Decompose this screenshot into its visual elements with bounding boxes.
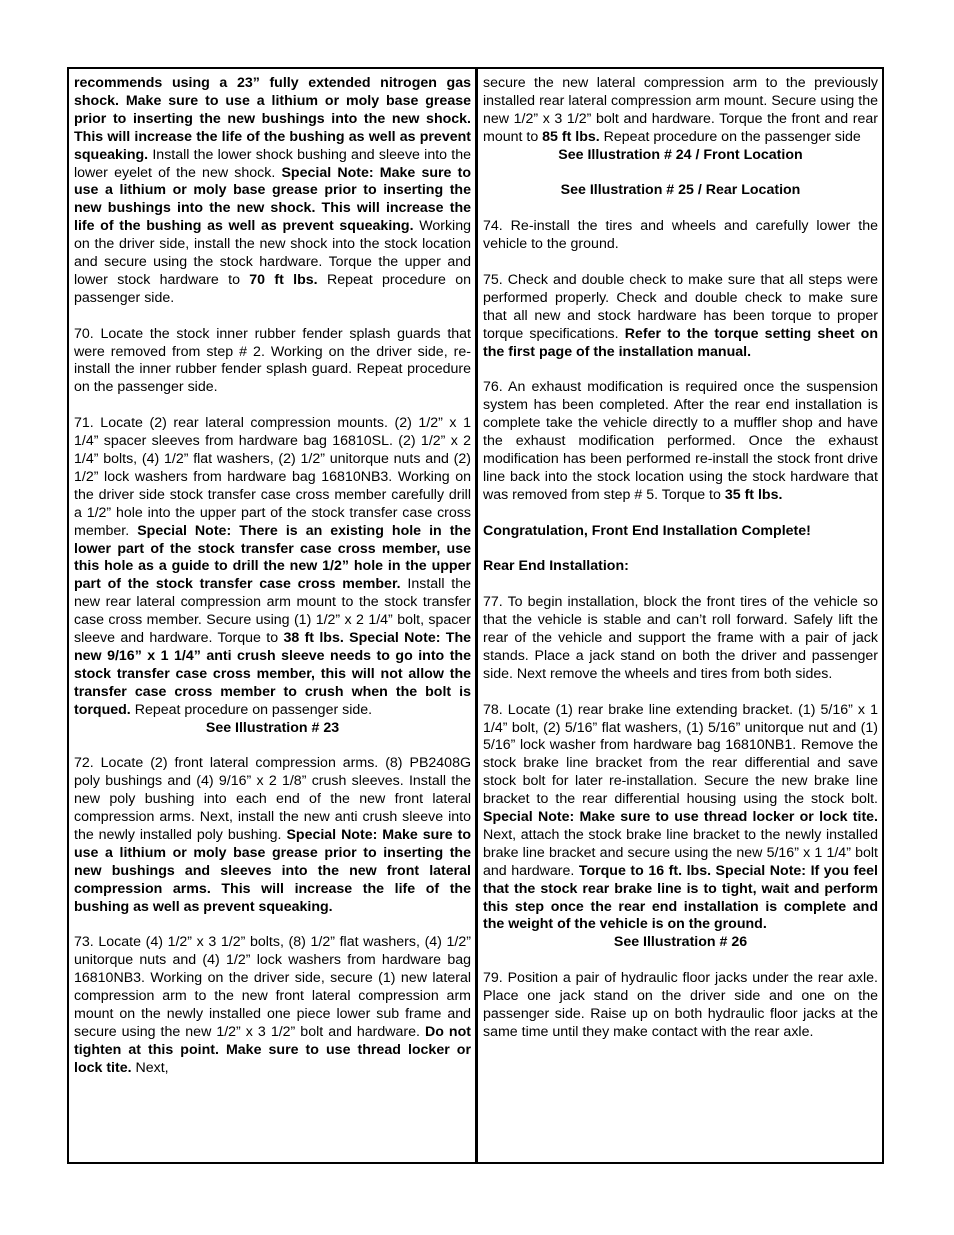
illustration-25-ref: See Illustration # 25 / Rear Location <box>560 182 801 199</box>
step-76 <box>483 379 878 504</box>
step-78 <box>483 702 878 935</box>
bold-text-run: Special Note: Make sure to use thread locker or lock tite. <box>483 809 878 826</box>
step-79 <box>483 970 878 1042</box>
text-run: Install the lower shock bushing and sleeve into the lower eyelet of the new shock. <box>74 146 471 181</box>
step-69-continued <box>74 75 471 308</box>
front-end-complete: Congratulation, Front End Installation Complete! <box>483 522 811 539</box>
bold-text-run: Special Note: Make sure to use a lithium or moly base grease prior to inserting the new bushings and sleeves into the new front lateral compression arms. This will increase the life of the bushing as well as prevent squeaking. <box>74 827 471 915</box>
text-run: 79. Position a pair of hydraulic floor jacks under the rear axle. Place one jack stand on the driver side and one on the passenger side. Raise up on both hydraulic floor jacks at the same time until they make contact with the rear axle. <box>483 970 878 1040</box>
text-run: 75. Check and double check to make sure that all steps were performed properly. Check and double check to make sure that all new and stock hardware has been torque to proper torque specifications. <box>483 271 878 342</box>
step-75 <box>483 272 878 362</box>
text-run: 74. Re-install the tires and wheels and carefully lower the vehicle to the ground. <box>483 218 878 253</box>
step-72 <box>74 755 471 916</box>
bold-text-run: Special Note: Make sure to use a lithium or moly base grease prior to inserting the new bushings into the new shock. This will increase the life of the bushing as well as prevent squeaking. <box>74 164 471 235</box>
step-71 <box>74 415 471 719</box>
illustration-26-ref: See Illustration # 26 <box>613 934 748 951</box>
step-77 <box>483 594 878 684</box>
text-run: Repeat procedure on passenger side. <box>74 271 472 306</box>
text-run: 73. Locate (4) 1/2” x 3 1/2” bolts, (8) 1/2” flat washers, (4) 1/2” unitorque nuts and (4) 1/2” lock washers from hardware bag 16810NB3. Working on the driver side, secure (1) new lateral compression arm to the new front lateral compression arm mount on the newly installed one piece lower sub frame and secure using the new 1/2” x 3 1/2” bolt and hardware. <box>74 934 471 1040</box>
step-74 <box>483 218 878 254</box>
text-run: 72. Locate (2) front lateral compression arms. (8) PB2408G poly bushings and (4) 9/16” x 2 1/8” crush sleeves. Install the new poly bushing into each end of the new front lateral compression arms. Next, install the new anti crush sleeve into the newly installed poly bushing. <box>74 755 471 844</box>
text-run: Repeat procedure on the passenger side <box>599 128 861 145</box>
text-run: Next, attach the stock brake line bracket to the newly installed brake line bracket and secure using the new 5/16” x 1 1/4” bolt and hardware. <box>483 826 878 879</box>
bold-text-run: recommends using a 23” fully extended nitrogen gas shock. Make sure to use a lithium or moly base grease prior to inserting the new bushings into the new shock. This will increase the life of the bushing as well as prevent squeaking. <box>74 75 471 163</box>
bold-text-run: Torque to 16 ft. lbs. Special Note: If you feel that the stock rear brake line is to tight, wait and perform this step once the rear end installation is complete and the weight of the vehicle is on the ground. <box>483 862 878 933</box>
text-run: 76. An exhaust modification is required once the suspension system has been completed. After the rear end installation is complete take the vehicle directly to a muffler shop and have the exhaust modification performed. Once the exhaust modification has been performed re-install the stock front drive line back into the stock location using the stock hardware that was removed from step # 5. Torque to <box>483 379 878 503</box>
text-run: 78. Locate (1) rear brake line extending bracket. (1) 5/16” x 1 1/4” bolt, (2) 5/16” flat washers, (1) 5/16” unitorque nut and (1) 5/16” lock washer from hardware bag 16810NB1. Remove the stock brake line bracket from the rear differential and save stock bolt for later re-installation. Secure the new brake line bracket to the rear differential housing using the stock bolt. <box>483 701 878 808</box>
right-column <box>478 69 882 1162</box>
text-run: Install the new rear lateral compression arm mount to the stock transfer case cross member. Secure using (1) 1/2” x 2 1/4” bolt, spacer sleeve and hardware. Torque to <box>74 576 471 647</box>
step-70 <box>74 326 471 398</box>
bold-text-run: Do not tighten at this point. Make sure to use thread locker or lock tite. <box>74 1023 471 1076</box>
bold-text-run: 38 ft lbs. Special Note: The new 9/16” x 1 1/4” anti crush sleeve needs to go into the stock transfer case cross member, this will not allow the transfer case cross member to crush when the bolt is torqued. <box>74 630 471 718</box>
illustration-23-ref: See Illustration # 23 <box>205 719 340 736</box>
left-column <box>69 69 478 1162</box>
bold-text-run: Refer to the torque setting sheet on the first page of the installation manual. <box>483 325 878 360</box>
illustration-24-ref: See Illustration # 24 / Front Location <box>558 146 803 163</box>
bold-text-run: Special Note: There is an existing hole in the lower part of the stock transfer case cross member, use this hole as a guide to drill the new 1/2” hole in the upper part of the stock transfer case cross member. <box>74 522 471 593</box>
text-run: 77. To begin installation, block the front tires of the vehicle so that the vehicle is stable and can’t roll forward. Safely lift the rear of the vehicle and support the frame with a pair of jack stands. Place a jack stand on both the driver and passenger side. Next remove the wheels and tires from both sides. <box>483 594 878 682</box>
text-run: 70. Locate the stock inner rubber fender splash guards that were removed from step # 2. Working on the driver side, re-install the inner rubber fender splash guard. Repeat procedure on the passenger side. <box>74 325 471 396</box>
text-run: Repeat procedure on passenger side. <box>130 701 373 718</box>
rear-end-heading: Rear End Installation: <box>483 558 629 575</box>
step-73 <box>74 934 471 1077</box>
bold-text-run: 85 ft lbs. <box>542 128 600 145</box>
text-run: secure the new lateral compression arm to the previously installed rear lateral compression arm mount. Secure using the new 1/2” x 3 1/2” bolt and hardware. Torque the front and rear mount to <box>483 75 878 145</box>
text-run: 71. Locate (2) rear lateral compression mounts. (2) 1/2” x 1 1/4” spacer sleeves from hardware bag 16810SL. (2) 1/2” x 2 1/4” bolts, (4) 1/2” flat washers, (2) 1/2” unitorque nuts and (2) 1/2” lock washers from hardware bag 16810NB3. Working on the driver side stock transfer case cross member carefully drill a 1/2” hole into the upper part of the stock transfer case cross member. <box>74 415 471 539</box>
text-run: Working on the driver side, install the new shock into the stock location and secure using the stock hardware. Torque the upper and lower stock hardware to <box>74 218 471 288</box>
bold-text-run: 70 ft lbs. <box>249 271 318 288</box>
bold-text-run: 35 ft lbs. <box>724 486 783 503</box>
text-run: Next, <box>131 1059 169 1076</box>
step-73-continued <box>483 75 878 147</box>
document-frame <box>67 67 884 1164</box>
